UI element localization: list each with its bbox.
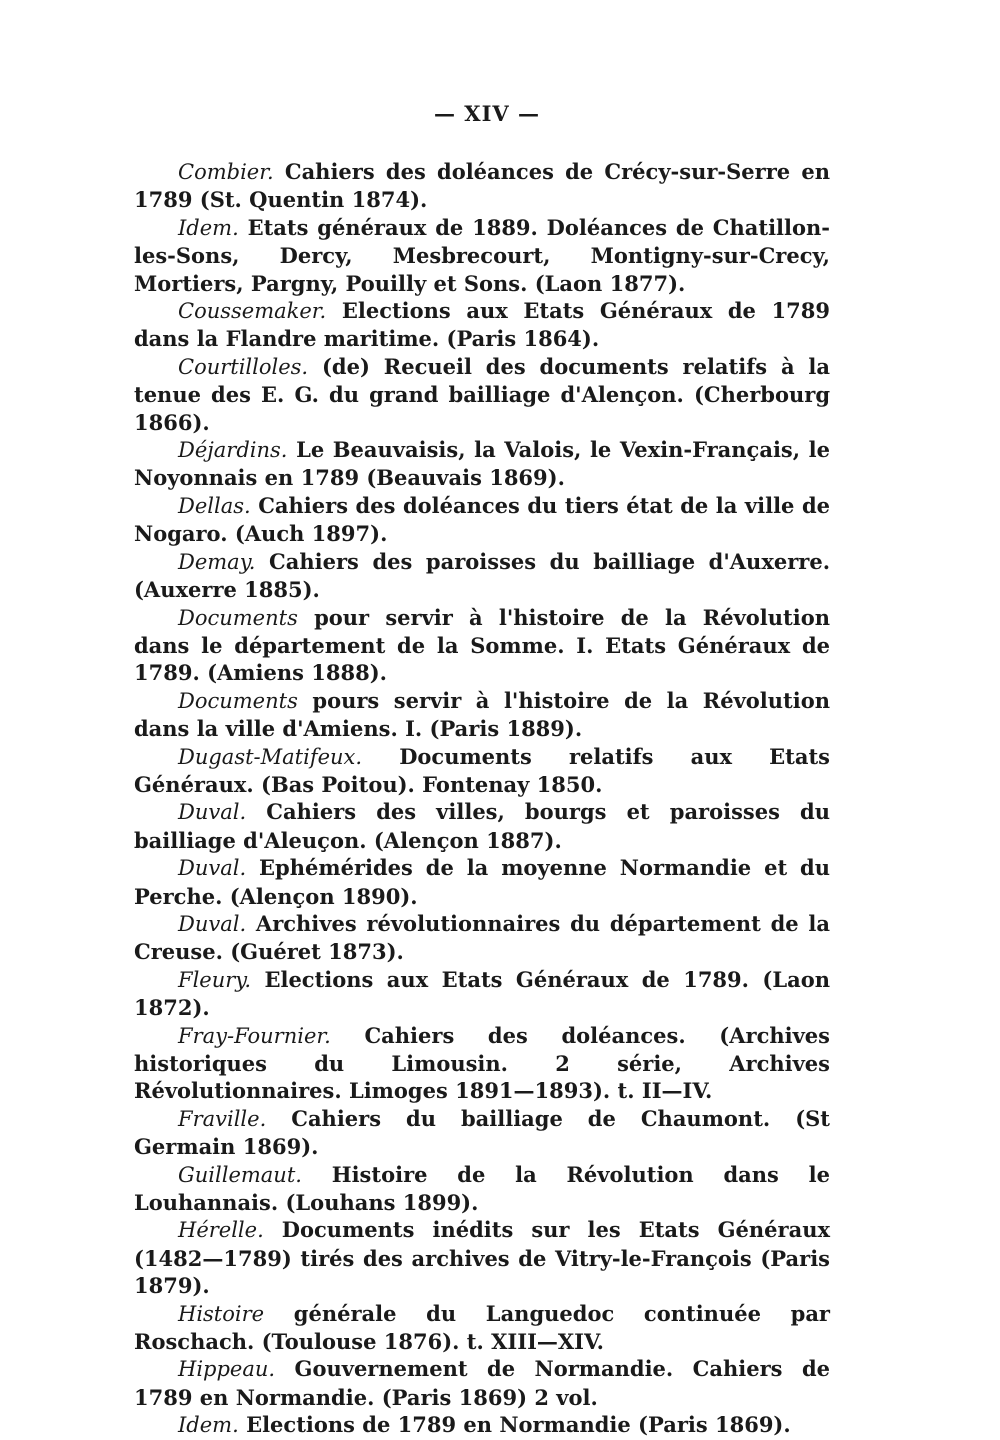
entry-text: Cahiers des doléances du tiers état de la ville de Nogaro. (Auch 1897). (134, 492, 830, 547)
entry-text: Ephémérides de la moyenne Normandie et du Perche. (Alençon 1890). (134, 855, 830, 909)
entry-text: pour servir à l'histoire de la Révolution dans le département de la Somme. I. Etats Généraux de 1789. (Amiens 1888). (134, 604, 830, 686)
bibliography-entry (134, 436, 830, 492)
entry-author: Hérelle. (178, 1218, 264, 1243)
bibliography-entry (134, 1411, 830, 1439)
entry-text: Cahiers des doléances de Crécy-sur-Serre en 1789 (St. Quentin 1874). (134, 159, 830, 213)
entry-text: pours servir à l'histoire de la Révolution dans la ville d'Amiens. I. (Paris 1889). (134, 687, 830, 742)
bibliography-list (134, 158, 830, 1440)
entry-author: Idem. (178, 215, 239, 240)
bibliography-entry (134, 798, 830, 854)
entry-author: Histoire (178, 1301, 265, 1326)
entry-author: Duval. (178, 911, 247, 936)
entry-text: Le Beauvaisis, la Valois, le Vexin-Français, le Noyonnais en 1789 (Beauvais 1869). (134, 437, 830, 491)
entry-author: Duval. (178, 856, 247, 881)
bibliography-entry (134, 1105, 830, 1161)
entry-author: Idem. (178, 1413, 239, 1438)
bibliography-entry (134, 1022, 830, 1105)
bibliography-entry (134, 158, 830, 214)
page-number: — XIV — (433, 101, 541, 126)
bibliography-entry (134, 297, 830, 353)
entry-text: Elections aux Etats Généraux de 1789. (Laon 1872). (134, 966, 830, 1021)
entry-author: Documents (178, 605, 298, 630)
entry-author: Fray-Fournier. (178, 1023, 331, 1048)
bibliography-entry (134, 492, 830, 548)
entry-text: Elections de 1789 en Normandie (Paris 1869). (238, 1412, 791, 1438)
entry-text: Documents inédits sur les Etats Généraux (1482—1789) tirés des archives de Vitry-le-François (Paris 1879). (134, 1217, 830, 1299)
entry-text: (de) Recueil des documents relatifs à la tenue des E. G. du grand bailliage d'Alençon. (Cherbourg 1866). (134, 353, 830, 435)
bibliography-entry (134, 604, 830, 687)
entry-text: Histoire de la Révolution dans le Louhannais. (Louhans 1899). (134, 1161, 830, 1216)
entry-author: Fleury. (178, 967, 252, 992)
entry-text: Gouvernement de Normandie. Cahiers de 1789 en Normandie. (Paris 1869) 2 vol. (134, 1356, 830, 1410)
entry-author: Duval. (178, 800, 247, 825)
entry-author: Documents (178, 688, 298, 713)
entry-text: Archives révolutionnaires du département de la Creuse. (Guéret 1873). (134, 910, 830, 965)
bibliography-entry (134, 548, 830, 604)
entry-text: Elections aux Etats Généraux de 1789 dans la Flandre maritime. (Paris 1864). (134, 298, 830, 352)
entry-author: Combier. (178, 160, 274, 184)
bibliography-entry (134, 1355, 830, 1411)
bibliography-entry (134, 854, 830, 910)
entry-author: Dugast-Matifeux. (178, 744, 363, 769)
bibliography-entry (134, 353, 830, 436)
entry-text: Cahiers des doléances. (Archives historiques du Limousin. 2 série, Archives Révolutionnaires. Limoges 1891—1893). t. II—IV. (134, 1022, 830, 1104)
entry-text: Etats généraux de 1889. Doléances de Chatillon-les-Sons, Dercy, Mesbrecourt, Montigny-sur-Crecy, Mortiers, Pargny, Pouilly et Sons. (Laon 1877). (134, 214, 830, 296)
entry-author: Hippeau. (178, 1357, 276, 1382)
entry-text: Cahiers des villes, bourgs et paroisses du bailliage d'Aleuçon. (Alençon 1887). (134, 799, 830, 853)
entry-author: Courtilloles. (178, 354, 309, 379)
entry-author: Dellas. (178, 493, 251, 518)
bibliography-entry (134, 1300, 830, 1356)
bibliography-entry (134, 1161, 830, 1217)
bibliography-entry (134, 743, 830, 799)
entry-author: Guillemaut. (178, 1162, 302, 1187)
entry-author: Fraville. (178, 1106, 267, 1131)
page (134, 100, 830, 1440)
entry-text: générale du Languedoc continuée par Roschach. (Toulouse 1876). t. XIII—XIV. (134, 1300, 830, 1355)
bibliography-entry (134, 687, 830, 743)
bibliography-entry (134, 1216, 830, 1299)
entry-author: Déjardins. (178, 438, 288, 463)
bibliography-entry (134, 214, 830, 297)
bibliography-entry (134, 966, 830, 1022)
bibliography-entry (134, 910, 830, 966)
entry-text: Cahiers du bailliage de Chaumont. (St Germain 1869). (134, 1105, 830, 1160)
entry-text: Documents relatifs aux Etats Généraux. (Bas Poitou). Fontenay 1850. (134, 743, 830, 797)
entry-text: Cahiers des paroisses du bailliage d'Auxerre. (Auxerre 1885). (134, 548, 830, 603)
entry-author: Coussemaker. (178, 299, 327, 324)
entry-author: Demay. (178, 549, 256, 574)
